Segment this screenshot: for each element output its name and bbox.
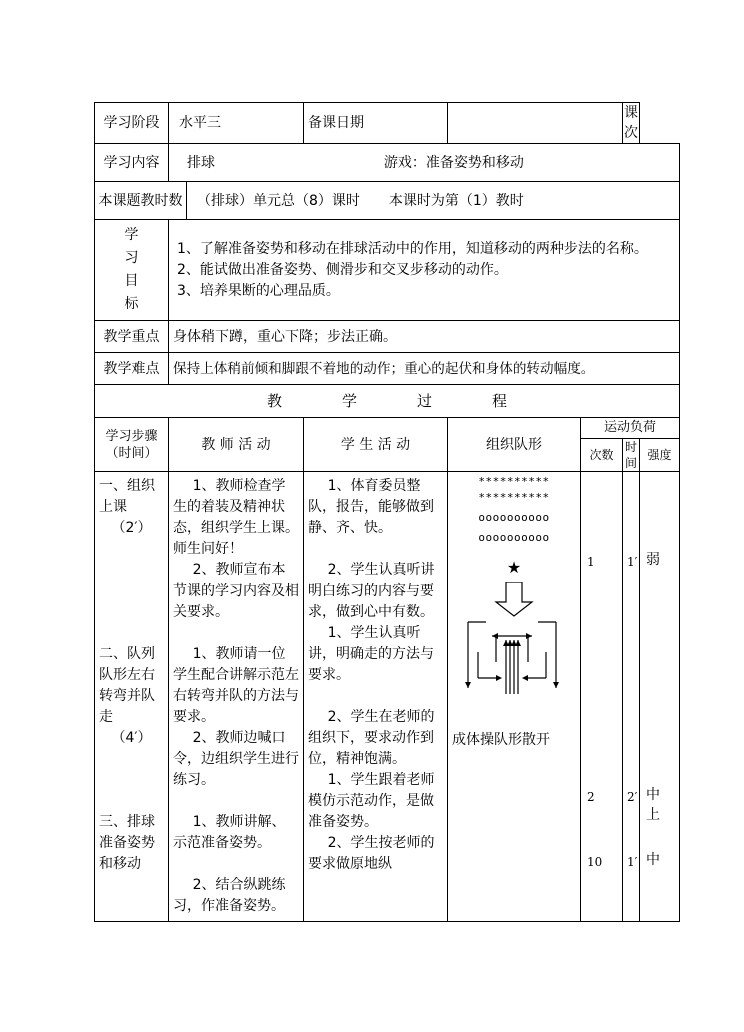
turn-formation-diagram xyxy=(464,582,564,712)
process-title-row xyxy=(95,385,680,418)
intensity-column xyxy=(640,472,680,922)
student-activity: 1、学生跟着老师模仿示范动作，是做准备姿势。 xyxy=(308,772,435,830)
difficulty-row xyxy=(95,353,680,385)
teacher-column xyxy=(169,472,304,922)
times-header: 次数 xyxy=(581,439,623,472)
lesson-no-label: 课次 xyxy=(623,103,640,144)
hours-total: （排球）单元总（8）课时 xyxy=(197,192,360,209)
load-header: 运动负荷 xyxy=(581,418,680,439)
goals-list xyxy=(169,220,680,321)
formation-column xyxy=(448,472,581,922)
teacher-activity: 2、教师宣布本节课的学习内容及相关要求。 xyxy=(173,562,299,620)
content-label: 学习内容 xyxy=(95,144,169,182)
formation-row: ********** xyxy=(478,491,550,504)
goals-row xyxy=(95,220,680,321)
duration-header: 时间 xyxy=(623,439,640,472)
goals-label: 学 习 目 标 xyxy=(95,220,169,321)
teacher-activity: 1、教师讲解、示范准备姿势。 xyxy=(173,814,286,851)
column-header-row-1 xyxy=(95,418,680,439)
date-label: 备课日期 xyxy=(304,103,448,144)
steps-header: 学习步骤 （时间） xyxy=(95,418,169,472)
difficulty-label: 教学难点 xyxy=(95,353,169,385)
goal-item: 1、了解准备姿势和移动在排球活动中的作用，知道移动的两种步法的名称。 xyxy=(177,240,648,257)
key-point-row xyxy=(95,321,680,353)
student-activity: 1、体育委员整队，报告，能够做到静、齐、快。 xyxy=(308,478,434,536)
content-value xyxy=(169,144,680,182)
duration-column xyxy=(623,472,640,922)
load-intensity: 弱 xyxy=(646,552,660,568)
load-duration: 1′ xyxy=(627,555,638,569)
process-body-row xyxy=(95,472,680,922)
teacher-activity: 2、结合纵跳练习，作准备姿势。 xyxy=(173,877,286,914)
student-header: 学 生 活 动 xyxy=(304,418,448,472)
goal-item: 3、培养果断的心理品质。 xyxy=(177,282,340,299)
formation-row: oooooooooo xyxy=(478,531,550,544)
content-sport: 排球 xyxy=(187,154,215,171)
stage-row xyxy=(95,103,680,144)
section-2-title: 二、队列队形左右转弯并队走 xyxy=(99,646,155,725)
formation-row: oooooooooo xyxy=(478,511,550,524)
section-1-title: 一、组织上课 xyxy=(99,478,155,515)
goal-item: 2、能试做出准备姿势、侧滑步和交叉步移动的动作。 xyxy=(177,261,508,278)
difficulty-value: 保持上体稍前倾和脚跟不着地的动作；重心的起伏和身体的转动幅度。 xyxy=(169,353,680,385)
section-1-time: （2′） xyxy=(111,520,152,536)
process-title: 教学过程 xyxy=(95,385,680,418)
lesson-plan xyxy=(94,102,679,922)
key-point-label: 教学重点 xyxy=(95,321,169,353)
teacher-activity: 2、教师边喊口令，边组织学生进行练习。 xyxy=(173,730,299,788)
date-value xyxy=(448,103,623,144)
lesson-plan-table xyxy=(94,102,680,922)
times-column xyxy=(581,472,623,922)
stage-value: 水平三 xyxy=(169,103,304,144)
load-times: 1 xyxy=(587,555,595,569)
formation-row: ********** xyxy=(478,475,550,488)
stage-label: 学习阶段 xyxy=(95,103,169,144)
section-3-title: 三、排球准备姿势和移动 xyxy=(99,814,155,872)
student-activity: 1、学生认真听讲，明确走的方法与要求。 xyxy=(308,625,434,683)
student-activity: 2、学生认真听讲明白练习的内容与要求，做到心中有数。 xyxy=(308,562,435,620)
teacher-star-icon: ★ xyxy=(506,558,522,577)
content-row xyxy=(95,144,680,182)
content-game: 游戏：准备姿势和移动 xyxy=(383,154,524,171)
load-duration: 1′ xyxy=(627,855,638,869)
hours-value xyxy=(187,182,680,220)
teacher-activity: 1、教师检查学生的着装及精神状态，组织学生上课。师生问好！ xyxy=(173,478,299,557)
down-arrow-icon xyxy=(496,582,532,616)
student-column xyxy=(304,472,448,922)
load-times: 10 xyxy=(587,855,603,869)
section-2-time: （4′） xyxy=(111,730,152,746)
teacher-activity: 1、教师请一位学生配合讲解示范左右转弯并队的方法与要求。 xyxy=(173,646,299,725)
student-activity: 2、学生在老师的组织下，要求动作到位，精神饱满。 xyxy=(308,709,435,767)
formation-text: 成体操队形散开 xyxy=(452,732,550,748)
load-duration: 2′ xyxy=(627,790,638,804)
intensity-header: 强度 xyxy=(640,439,680,472)
hours-row xyxy=(95,182,680,220)
formation-header: 组织队形 xyxy=(448,418,581,472)
load-times: 2 xyxy=(587,790,595,804)
teacher-header: 教 师 活 动 xyxy=(169,418,304,472)
steps-column xyxy=(95,472,169,922)
hours-label: 本课题教时数 xyxy=(95,182,187,220)
hours-current: 本课时为第（1）教时 xyxy=(388,192,524,209)
student-activity: 2、学生按老师的要求做原地纵 xyxy=(308,835,435,872)
key-point-value: 身体稍下蹲，重心下降；步法正确。 xyxy=(169,321,680,353)
load-intensity: 中上 xyxy=(646,787,660,823)
load-intensity: 中 xyxy=(646,852,660,868)
